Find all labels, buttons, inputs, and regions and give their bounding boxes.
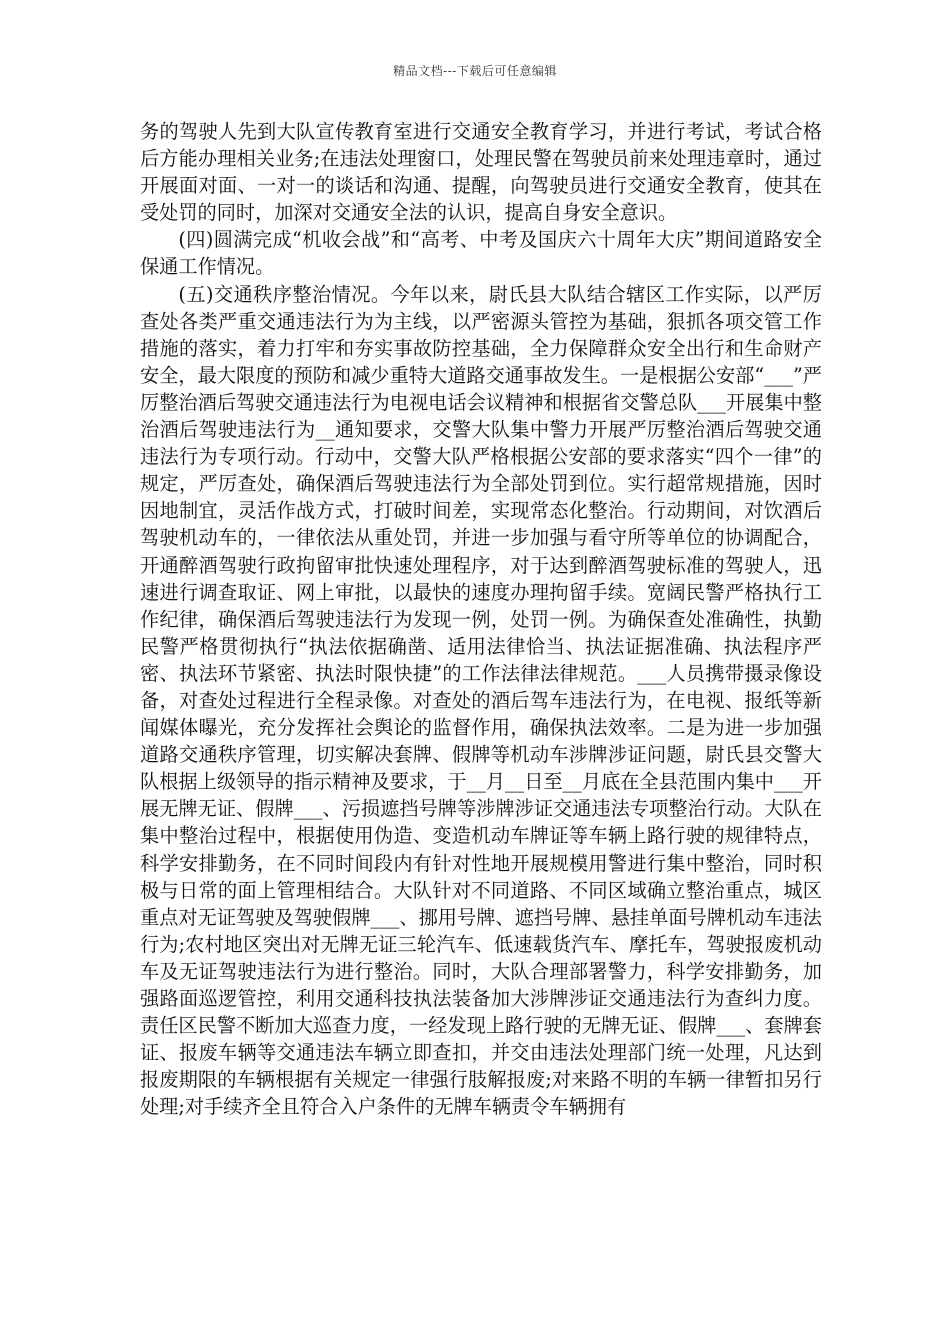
- paragraph-section-five: (五)交通秩序整治情况。今年以来，尉氏县大队结合辖区工作实际，以严厉查处各类严重交通违法行为为主线，以严密源头管控为基础，狠抓各项交管工作措施的落实，着力打牢和夯实事故防控基础，全力保障群众安全出行和生命财产安全，最大限度的预防和减少重特大道路交通事故发生。一是根据公安部“___”严厉整治酒后驾驶交通违法行为电视电话会议精神和根据省交警总队___开展集中整治酒后驾驶违法行为__通知要求，交警大队集中警力开展严厉整治酒后驾驶交通违法行为专项行动。行动中，交警大队严格根据公安部的要求落实“四个一律”的规定，严厉查处，确保酒后驾驶违法行为全部处罚到位。实行超常规措施，因时因地制宜，灵活作战方式，打破时间差，实现常态化整治。行动期间，对饮酒后驾驶机动车的，一律依法从重处罚，并进一步加强与看守所等单位的协调配合，开通醉酒驾驶行政拘留审批快速处理程序，对于达到醉酒驾驶标准的驾驶人，迅速进行调查取证、网上审批，以最快的速度办理拘留手续。宽阔民警严格执行工作纪律，确保酒后驾驶违法行为发现一例，处罚一例。为确保查处准确性，执勤民警严格贯彻执行“执法依据确凿、适用法律恰当、执法证据准确、执法程序严密、执法环节紧密、执法时限快捷”的工作法律法律规范。___人员携带摄录像设备，对查处过程进行全程录像。对查处的酒后驾车违法行为，在电视、报纸等新闻媒体曝光，充分发挥社会舆论的监督作用，确保执法效率。二是为进一步加强道路交通秩序管理，切实解决套牌、假牌等机动车涉牌涉证问题，尉氏县交警大队根据上级领导的指示精神及要求，于__月__日至__月底在全县范围内集中___开展无牌无证、假牌___、污损遮挡号牌等涉牌涉证交通违法专项整治行动。大队在集中整治过程中，根据使用伪造、变造机动车牌证等车辆上路行驶的规律特点，科学安排勤务，在不同时间段内有针对性地开展规模用警进行集中整治，同时积极与日常的面上管理相结合。大队针对不同道路、不同区域确立整治重点，城区重点对无证驾驶及驾驶假牌___、挪用号牌、遮挡号牌、悬挂单面号牌机动车违法行为;农村地区突出对无牌无证三轮汽车、低速载货汽车、摩托车，驾驶报废机动车及无证驾驶违法行为进行整治。同时，大队合理部署警力，科学安排勤务，加强路面巡逻管控，利用交通科技执法装备加大涉牌涉证交通违法行为查纠力度。责任区民警不断加大巡查力度，一经发现上路行驶的无牌无证、假牌___、套牌套证、报废车辆等交通违法车辆立即查扣，并交由违法处理部门统一处理，凡达到报废期限的车辆根据有关规定一律强行肢解报废;对来路不明的车辆一律暂扣另行处理;对手续齐全且符合入户条件的无牌车辆责令车辆拥有: [140, 282, 822, 1119]
- page-header: 精品文档---下载后可任意编辑: [393, 64, 557, 78]
- document-body: [140, 118, 822, 1120]
- paragraph-section-four: (四)圆满完成“机收会战”和“高考、中考及国庆六十周年大庆”期间道路安全保通工作情况。: [140, 228, 822, 279]
- paragraph-continuation: 务的驾驶人先到大队宣传教育室进行交通安全教育学习，并进行考试，考试合格后方能办理相关业务;在违法处理窗口，处理民警在驾驶员前来处理违章时，通过开展面对面、一对一的谈话和沟通、提醒，向驾驶员进行交通安全教育，使其在受处罚的同时，加深对交通安全法的认识，提高自身安全意识。: [140, 120, 822, 225]
